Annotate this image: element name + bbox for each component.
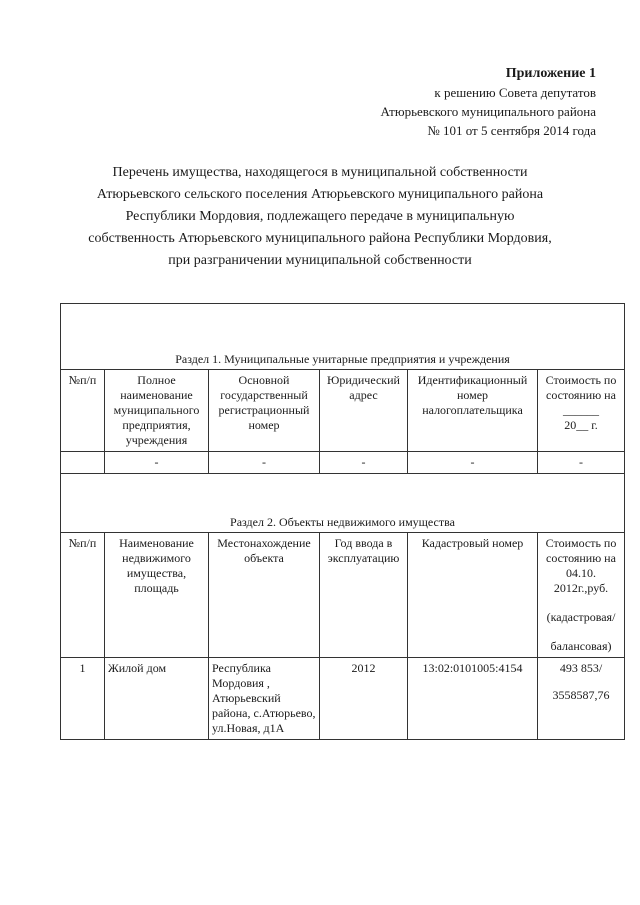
cell-legal-address: - <box>320 452 408 474</box>
table-row <box>61 452 625 474</box>
title-line: Перечень имущества, находящегося в муниципальной собственности <box>112 165 528 180</box>
appendix-title: Приложение 1 <box>505 66 596 81</box>
appendix-ref-line: Атюрьевского муниципального района <box>380 104 596 119</box>
appendix-ref-line: к решению Совета депутатов <box>434 85 596 100</box>
document-title <box>62 162 578 272</box>
col-cost-header <box>538 370 625 452</box>
section1-heading: Раздел 1. Муниципальные унитарные предприятия и учреждения <box>61 304 625 370</box>
col-ogrn-header: Основной государственный регистрационный номер <box>209 370 320 452</box>
title-line: Республики Мордовия, подлежащего передаче в муниципальную <box>125 209 515 224</box>
section2-heading: Раздел 2. Объекты недвижимого имущества <box>61 474 625 533</box>
section1-header-row <box>61 370 625 452</box>
col-cost-header <box>538 533 625 658</box>
cell-number: 1 <box>61 658 105 740</box>
cell-number <box>61 452 105 474</box>
col-property-name-header: Наименование недвижимого имущества, площадь <box>105 533 209 658</box>
col-inn-header: Идентификационный номер налогоплательщика <box>408 370 538 452</box>
cost-header-type: балансовая) <box>550 639 612 653</box>
cell-cost <box>538 658 625 740</box>
section2-header-row <box>61 533 625 658</box>
cost-header-text: Стоимость по состоянию на 04.10. 2012г.,руб. <box>545 536 617 595</box>
appendix-header <box>380 64 596 140</box>
cell-enterprise-name: - <box>105 452 209 474</box>
cost-header-type: (кадастровая/ <box>546 610 616 624</box>
cell-cadastral: 13:02:0101005:4154 <box>408 658 538 740</box>
title-line: Атюрьевского сельского поселения Атюрьевского муниципального района <box>96 187 544 202</box>
cell-year: 2012 <box>320 658 408 740</box>
section2-heading-row <box>61 474 625 533</box>
title-line: собственность Атюрьевского муниципального района Республики Мордовия, <box>88 231 552 246</box>
col-number-header: №п/п <box>61 370 105 452</box>
cell-location: Республика Мордовия , Атюрьевский района, с.Атюрьево, ул.Новая, д1А <box>209 658 320 740</box>
cell-cost-balance: 3558587,76 <box>552 688 610 702</box>
col-legal-address-header: Юридический адрес <box>320 370 408 452</box>
col-location-header: Местонахождение объекта <box>209 533 320 658</box>
cost-header-year: 20__ г. <box>564 418 598 432</box>
cell-cost-cadastral: 493 853/ <box>559 661 603 675</box>
cost-header-text: Стоимость по состоянию на ______ <box>545 373 617 417</box>
appendix-ref-line: № 101 от 5 сентября 2014 года <box>427 123 596 138</box>
section1-heading-row <box>61 304 625 370</box>
property-table <box>60 303 625 740</box>
cell-inn: - <box>408 452 538 474</box>
col-number-header: №п/п <box>61 533 105 658</box>
title-line: при разграничении муниципальной собственности <box>168 253 472 268</box>
col-enterprise-name-header: Полное наименование муниципального предприятия, учреждения <box>105 370 209 452</box>
col-cadastral-header: Кадастровый номер <box>408 533 538 658</box>
table-row <box>61 658 625 740</box>
cell-cost: - <box>538 452 625 474</box>
col-year-header: Год ввода в эксплуатацию <box>320 533 408 658</box>
cell-ogrn: - <box>209 452 320 474</box>
cell-property-name: Жилой дом <box>105 658 209 740</box>
